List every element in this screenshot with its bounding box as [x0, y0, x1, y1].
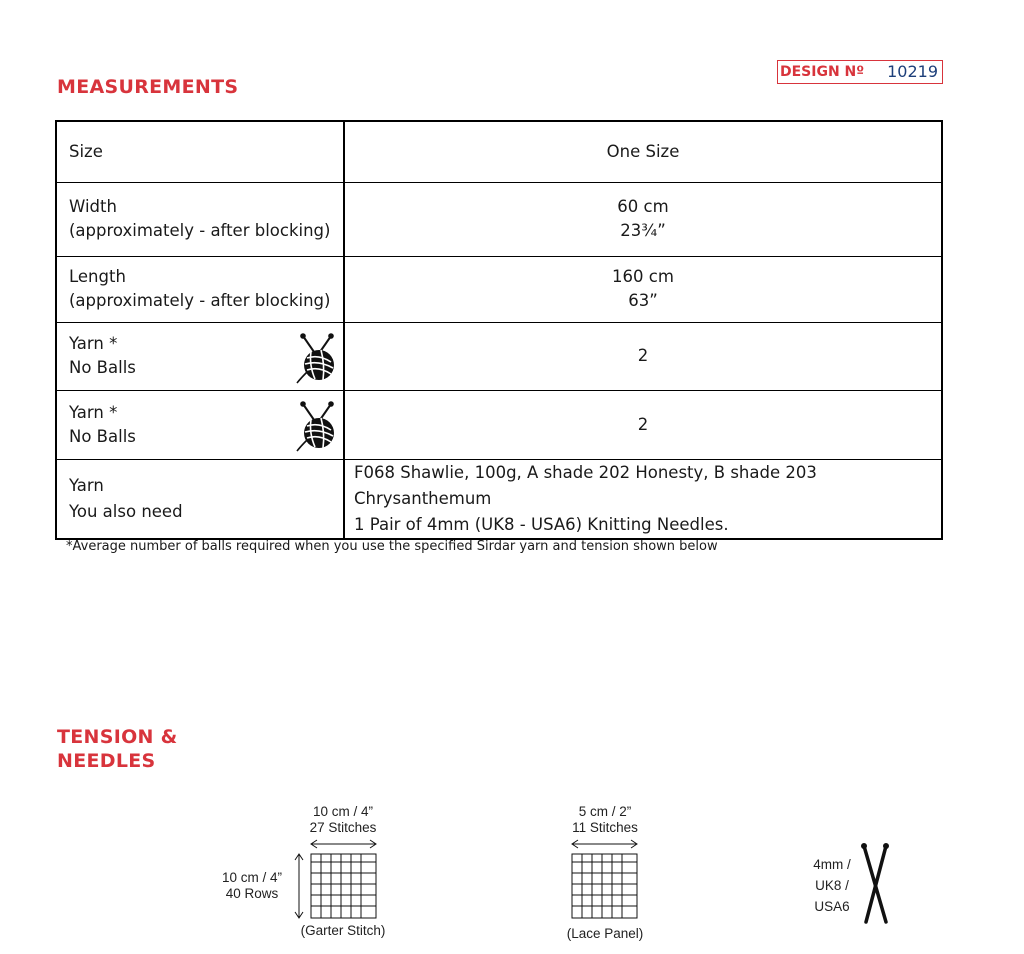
garter-caption: (Garter Stitch): [300, 923, 386, 938]
label-line: Size: [69, 141, 103, 161]
lace-caption: (Lace Panel): [566, 926, 644, 941]
label-line: Yarn *: [69, 402, 118, 422]
garter-rows-text: 40 Rows: [225, 886, 279, 901]
value-line: 1 Pair of 4mm (UK8 - USA6) Knitting Needles.: [354, 514, 729, 534]
row-label: [56, 121, 344, 182]
design-label: DESIGN Nº: [780, 64, 865, 80]
tension-heading-line: NEEDLES: [57, 750, 156, 772]
row-value: [344, 390, 942, 459]
row-label: [56, 256, 344, 322]
label-line: You also need: [69, 501, 183, 521]
needle-size-line: 4mm /: [813, 857, 851, 872]
design-number-box: [777, 60, 943, 84]
measurements-table: [55, 120, 943, 540]
table-row: [56, 322, 942, 390]
value-line: 23¾”: [620, 221, 666, 240]
value-line: F068 Shawlie, 100g, A shade 202 Honesty, B shade 203 Chrysanthemum: [354, 462, 817, 508]
garter-width-label: [288, 804, 398, 836]
row-label: [56, 182, 344, 256]
garter-height-label: [214, 870, 290, 902]
value-line: 2: [637, 346, 649, 365]
lace-width-text: 5 cm / 2”: [578, 804, 632, 819]
row-label: [56, 322, 344, 390]
lace-swatch-diagram: [560, 836, 650, 924]
value-line: 160 cm: [612, 266, 674, 286]
label-line: Length: [69, 267, 126, 286]
lace-width-label: [550, 804, 660, 836]
needle-size-line: USA6: [814, 899, 850, 914]
needle-size-line: UK8 /: [815, 878, 849, 893]
value-line: 63”: [628, 290, 658, 310]
row-value: [344, 121, 942, 182]
tension-heading-line: TENSION &: [57, 726, 178, 748]
label-line: (approximately - after blocking): [69, 221, 331, 240]
garter-swatch-diagram: [290, 836, 390, 924]
row-label: [56, 459, 344, 539]
value-line: 60 cm: [617, 197, 669, 216]
label-line: Width: [69, 197, 117, 216]
row-value: [344, 322, 942, 390]
table-row: [56, 390, 942, 459]
measurements-heading: MEASUREMENTS: [57, 76, 239, 98]
label-line: Yarn: [69, 475, 104, 495]
table-row: [56, 459, 942, 539]
table-row: [56, 256, 942, 322]
yarn-ball-icon: [295, 332, 339, 384]
label-line: Yarn *: [69, 334, 118, 353]
knitting-needles-icon: [858, 840, 894, 928]
lace-stitches-text: 11 Stitches: [572, 820, 638, 835]
value-line: One Size: [606, 141, 680, 161]
table-row: [56, 182, 942, 256]
value-line: 2: [637, 414, 649, 434]
yarn-ball-icon: [295, 400, 339, 452]
footnote: *Average number of balls required when you use the specified Sirdar yarn and tension shown below: [66, 539, 718, 554]
design-number: 10219: [887, 62, 938, 81]
table-row: [56, 121, 942, 182]
garter-stitches-text: 27 Stitches: [309, 820, 377, 835]
garter-height-text: 10 cm / 4”: [221, 870, 283, 885]
row-value: [344, 256, 942, 322]
tension-heading: [57, 725, 178, 773]
row-value: [344, 182, 942, 256]
label-line: (approximately - after blocking): [69, 291, 331, 310]
row-value: [344, 459, 942, 539]
needle-size-label: [806, 854, 858, 917]
row-label: [56, 390, 344, 459]
label-line: No Balls: [69, 358, 136, 377]
label-line: No Balls: [69, 426, 136, 446]
garter-width-text: 10 cm / 4”: [312, 804, 374, 819]
